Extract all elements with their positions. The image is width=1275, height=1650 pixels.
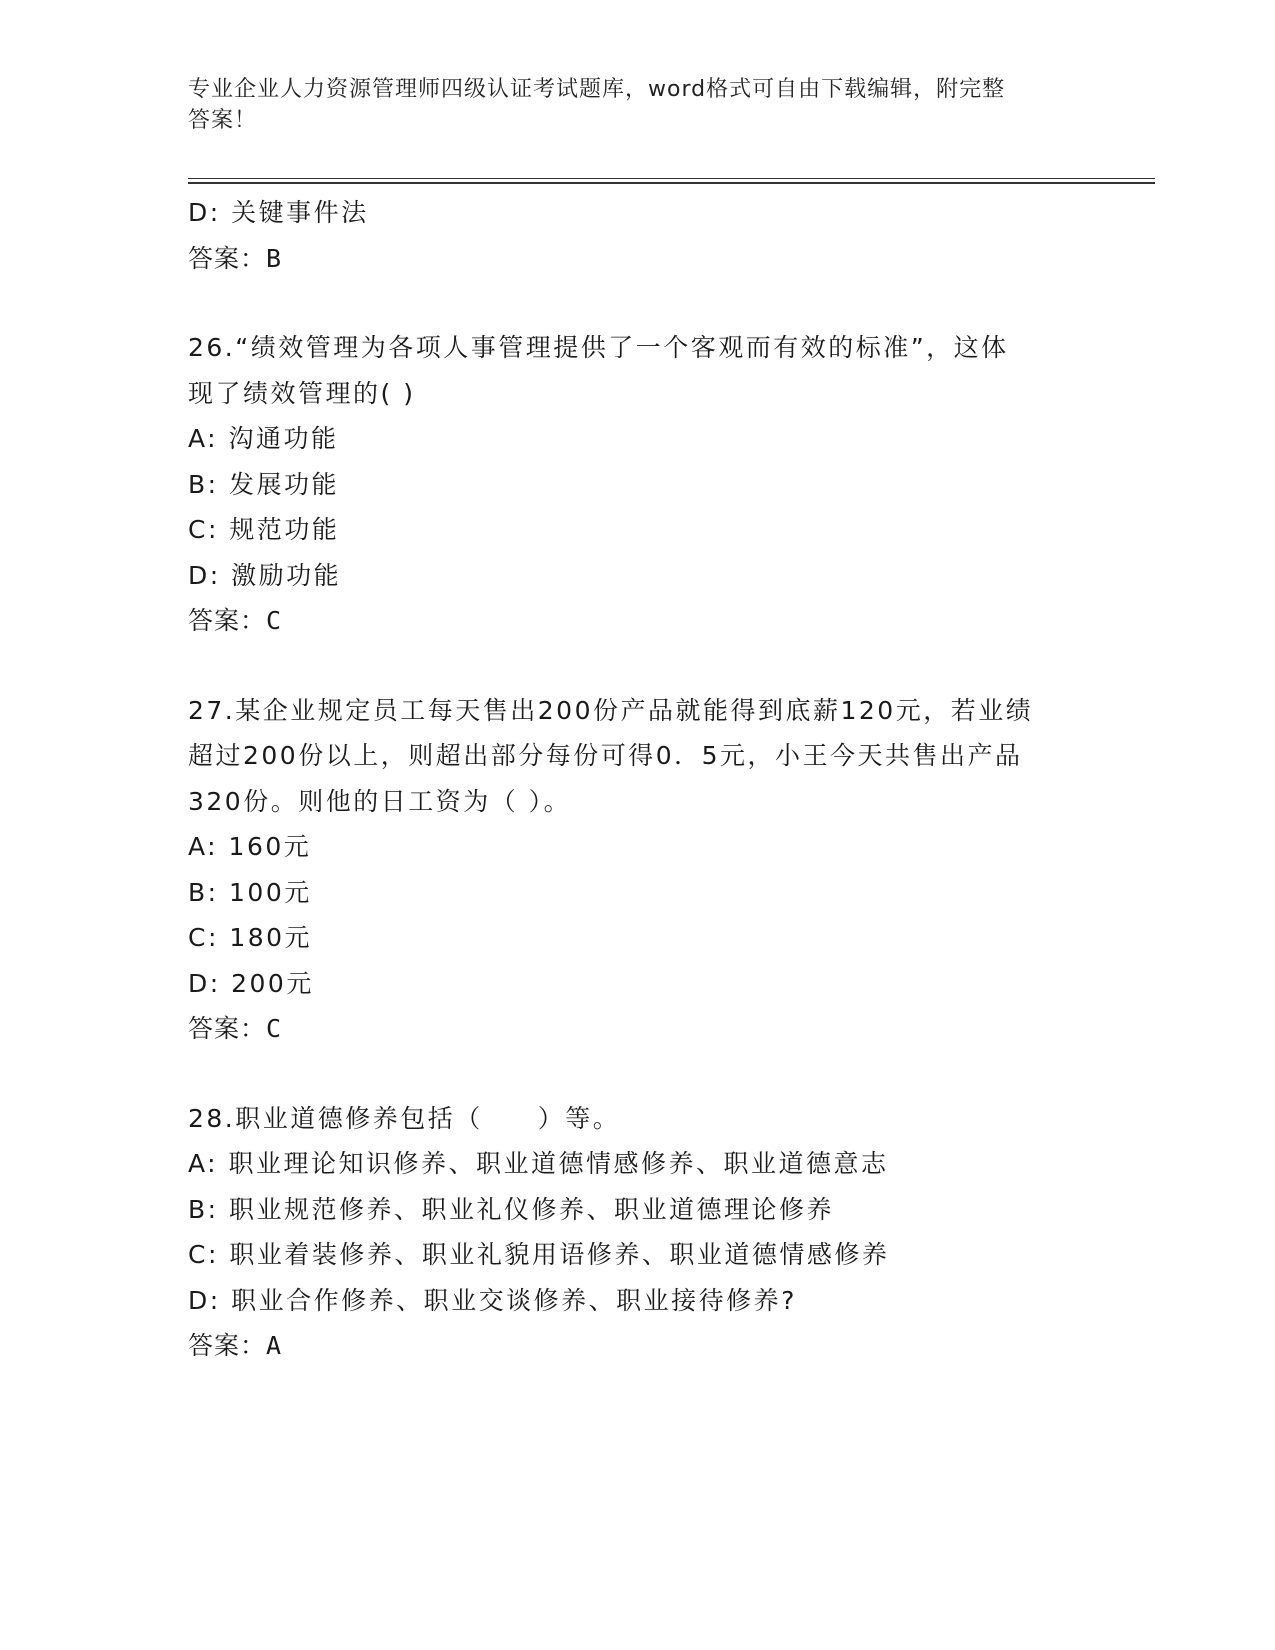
option-d: D: 关键事件法 xyxy=(188,198,369,227)
question-stem-line: 现了绩效管理的( ) xyxy=(188,378,416,408)
spacer xyxy=(188,644,1088,688)
header-divider-thin xyxy=(188,178,1155,179)
question-content xyxy=(188,190,1088,1369)
option-d: D: 激励功能 xyxy=(188,560,342,590)
answer-line: 答案：C xyxy=(188,606,283,635)
question-27 xyxy=(188,688,1088,1052)
option-b: B: 100元 xyxy=(188,877,312,907)
question-26 xyxy=(188,325,1088,644)
option-a: A: 沟通功能 xyxy=(188,424,339,453)
option-c: C: 180元 xyxy=(188,923,313,952)
option-b: B: 职业规范修养、职业礼仪修养、职业道德理论修养 xyxy=(188,1194,835,1224)
answer-line: 答案：A xyxy=(188,1331,283,1360)
answer-line: 答案：B xyxy=(188,243,283,273)
page-header xyxy=(188,74,1088,136)
option-a: A: 职业理论知识修养、职业道德情感修养、职业道德意志 xyxy=(188,1149,889,1178)
option-c: C: 规范功能 xyxy=(188,515,340,544)
option-d: D: 职业合作修养、职业交谈修养、职业接待修养? xyxy=(188,1285,797,1315)
spacer xyxy=(188,281,1088,325)
question-stem-line: 26.“绩效管理为各项人事管理提供了一个客观而有效的标准”，这体 xyxy=(188,333,1009,362)
header-line-1: 专业企业人力资源管理师四级认证考试题库，word格式可自由下载编辑，附完整 xyxy=(188,77,1006,102)
question-28 xyxy=(188,1096,1088,1369)
previous-question-tail xyxy=(188,190,1088,281)
option-b: B: 发展功能 xyxy=(188,469,340,499)
question-stem-line: 28.职业道德修养包括（ ）等。 xyxy=(188,1103,621,1133)
header-line-2: 答案！ xyxy=(188,108,258,133)
option-c: C: 职业着装修养、职业礼貌用语修养、职业道德情感修养 xyxy=(188,1240,890,1269)
question-stem-line: 27.某企业规定员工每天售出200份产品就能得到底薪120元，若业绩 xyxy=(188,695,1034,725)
question-stem-line: 超过200份以上，则超出部分每份可得0．5元，小王今天共售出产品 xyxy=(188,741,1023,770)
option-d: D: 200元 xyxy=(188,968,314,998)
option-a: A: 160元 xyxy=(188,832,312,861)
spacer xyxy=(188,1052,1088,1096)
answer-line: 答案：C xyxy=(188,1014,283,1043)
question-stem-line: 320份。则他的日工资为（ ）。 xyxy=(188,786,572,816)
header-divider-thick xyxy=(188,182,1155,184)
